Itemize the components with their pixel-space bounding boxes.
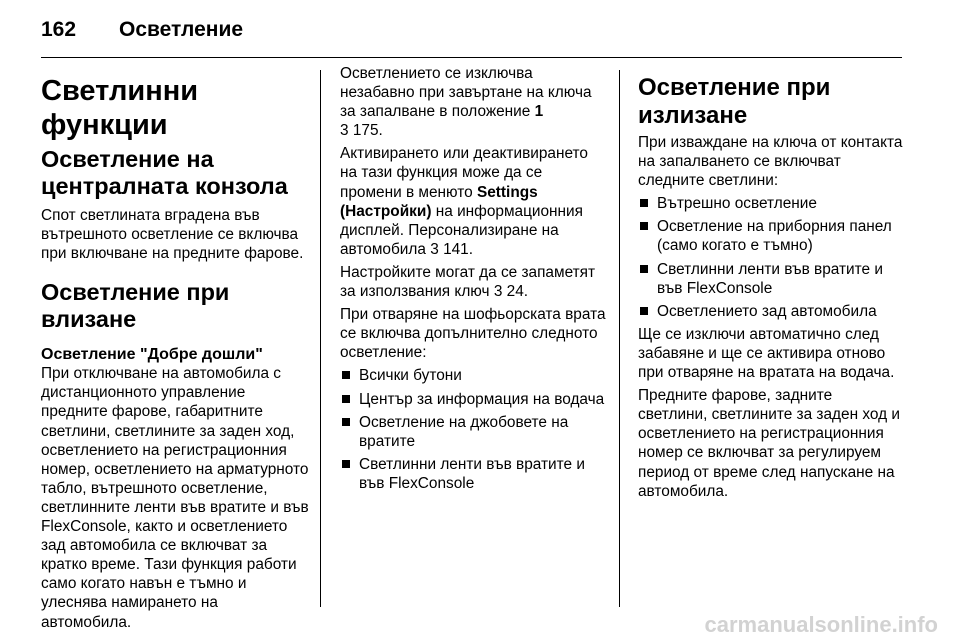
bullet-icon bbox=[342, 418, 350, 426]
page-ref: 141. bbox=[443, 240, 474, 258]
section-console-lighting-title: Осветление на централната конзола bbox=[41, 146, 288, 199]
section-console-lighting-text: Спот светлината вградена във вътрешното осветление се включва при включване на предните фарове. bbox=[41, 207, 304, 263]
column-3 bbox=[638, 64, 904, 505]
key-memory-paragraph: Настройките могат да се запаметят за използвания ключ 3 24. bbox=[340, 263, 596, 301]
page-ref: 24. bbox=[506, 283, 529, 301]
watermark: carmanualsonline.info bbox=[704, 612, 938, 637]
welcome-lighting-text: При отключване на автомобила с дистанционното управление предните фарове, габаритните светлини, светлините за заден ход, осветлението на регистрационния номер, осветлението на арматурното табло, вътрешното осветление, светлинните ленти във вратите и във FlexConsole, както и осветлението зад автомобила се включват за кратко време. Тази функция работи само когато навън е тъмно и улеснява намирането на автомобила. bbox=[41, 365, 309, 631]
settings-menu-name: Settings (Настройки) bbox=[340, 183, 538, 220]
driver-door-list bbox=[340, 366, 608, 493]
bullet-icon bbox=[342, 395, 350, 403]
exit-lighting-intro: При изваждане на ключа от контакта на запалването се включват следните светлини: bbox=[638, 134, 903, 190]
page-ref-icon: 3 bbox=[493, 283, 503, 301]
driver-door-paragraph: При отваряне на шофьорската врата се включва допълнително следното осветление: bbox=[340, 306, 606, 362]
bullet-icon bbox=[342, 371, 350, 379]
bullet-icon bbox=[640, 265, 648, 273]
settings-paragraph: Активирането или деактивирането на тази функция може да се промени в менюто Settings (Настройки) на информационния дисплей. Персонализиране на автомобила 3 141. bbox=[340, 145, 588, 258]
list-item: Осветлението зад автомобила bbox=[638, 302, 904, 321]
chapter-title: Осветление bbox=[119, 18, 244, 41]
page-number: 162 bbox=[41, 18, 77, 41]
list-item: Светлинни ленти във вратите и във FlexConsole bbox=[638, 260, 904, 298]
bullet-icon bbox=[640, 307, 648, 315]
main-heading: Светлинни функции bbox=[41, 75, 199, 141]
page-ref-icon: 3 bbox=[430, 240, 439, 258]
page-ref: 175. bbox=[352, 122, 383, 140]
section-entry-lighting-title: Осветление при влизане bbox=[41, 279, 230, 333]
exit-lighting-list bbox=[638, 194, 904, 321]
ignition-position: 1 bbox=[534, 103, 544, 121]
auto-off-paragraph: Ще се изключи автоматично след забавяне и ще се активира отново при отваряне на вратата на водача. bbox=[638, 325, 895, 382]
welcome-lighting-subtitle: Осветление "Добре дошли" bbox=[41, 346, 263, 364]
list-item: Вътрешно осветление bbox=[638, 194, 904, 213]
column-divider-2 bbox=[619, 70, 620, 607]
bullet-icon bbox=[640, 222, 648, 230]
page-ref-icon: 3 bbox=[340, 122, 349, 140]
list-item: Светлинни ленти във вратите и във FlexConsole bbox=[340, 455, 608, 493]
column-2 bbox=[340, 64, 608, 497]
column-divider-1 bbox=[320, 70, 321, 607]
header-rule bbox=[41, 57, 902, 58]
ignition-paragraph: Осветлението се изключва незабавно при завъртане на ключа за запалване в положение 1 3 175. bbox=[340, 65, 592, 140]
headlights-paragraph: Предните фарове, задните светлини, светлините за заден ход и осветлението на регистрационния номер се включват за регулируем период от време след напускане на автомобила. bbox=[638, 387, 900, 500]
section-exit-lighting-title: Осветление при излизане bbox=[638, 74, 831, 129]
page-header bbox=[41, 18, 243, 42]
list-item: Център за информация на водача bbox=[340, 390, 608, 409]
list-item: Всички бутони bbox=[340, 366, 608, 385]
list-item: Осветление на джобовете на вратите bbox=[340, 413, 608, 451]
bullet-icon bbox=[342, 460, 350, 468]
bullet-icon bbox=[640, 199, 648, 207]
column-1 bbox=[41, 64, 311, 636]
list-item: Осветление на приборния панел (само когато е тъмно) bbox=[638, 217, 904, 255]
